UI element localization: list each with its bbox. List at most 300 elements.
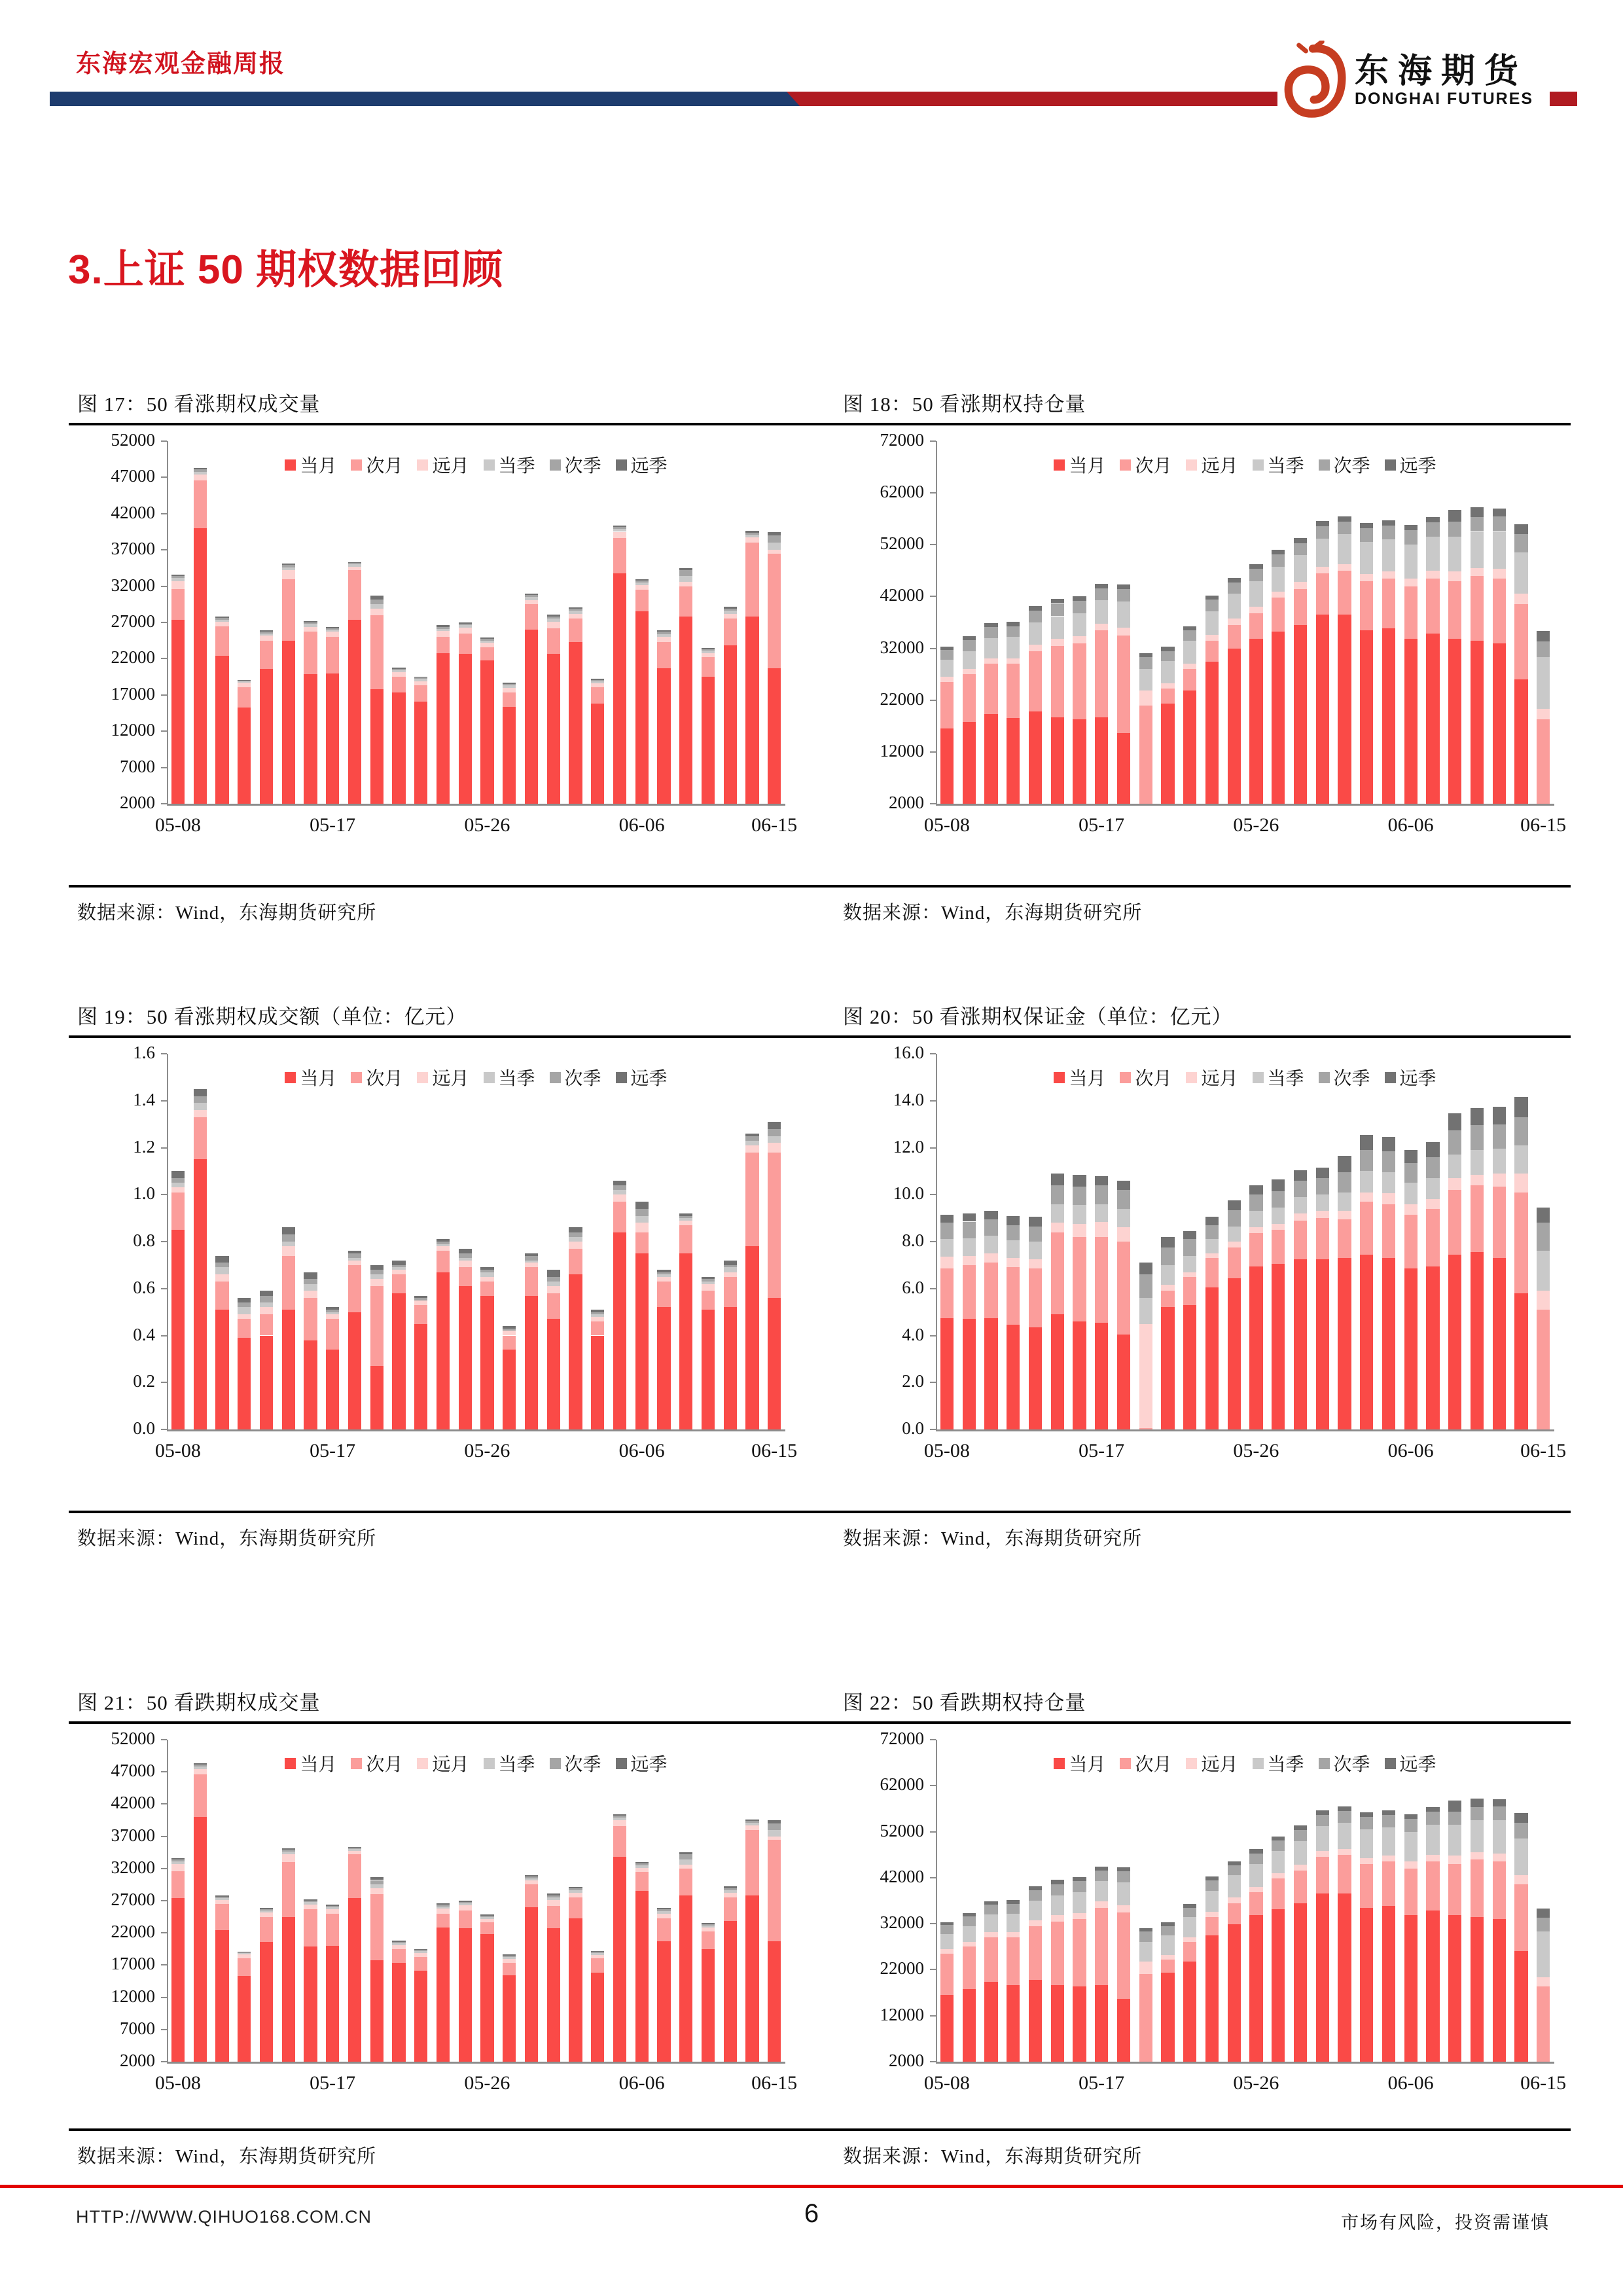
chart18-title: 图 18：50 看涨期权持仓量 xyxy=(843,393,1086,416)
bar-segment xyxy=(1493,643,1506,804)
bar-segment xyxy=(370,600,383,605)
bar-segment xyxy=(1249,1211,1262,1227)
bar-segment xyxy=(1426,634,1439,804)
bar-segment xyxy=(547,1897,560,1900)
bar-segment xyxy=(392,1270,405,1274)
bar-segment xyxy=(392,1941,405,1942)
bar-segment xyxy=(304,1272,317,1280)
bar-segment xyxy=(1448,522,1461,537)
bar-segment xyxy=(1360,1812,1373,1817)
bar-segment xyxy=(215,618,228,619)
bar-segment xyxy=(591,1336,604,1430)
bar-segment xyxy=(525,1878,538,1881)
y-tick-mark xyxy=(161,476,167,478)
bar-segment xyxy=(768,1298,781,1429)
bar-segment xyxy=(1514,1813,1527,1822)
bar-segment xyxy=(370,689,383,804)
bar-segment xyxy=(459,1902,472,1903)
legend-item xyxy=(1054,1064,1105,1090)
bar-segment xyxy=(569,614,582,619)
bar-segment xyxy=(392,668,405,669)
bar-segment xyxy=(480,1934,493,2062)
legend-item xyxy=(417,1064,469,1090)
bar-segment xyxy=(1073,719,1086,804)
bar-segment xyxy=(282,1242,295,1246)
y-tick-label: 17000 xyxy=(111,683,155,704)
legend-label: 当月 xyxy=(300,1069,337,1089)
bar-segment xyxy=(260,634,273,636)
bar-segment xyxy=(613,532,626,539)
bar-segment xyxy=(437,1907,450,1909)
bar-segment xyxy=(1272,1851,1285,1873)
y-tick-label: 17000 xyxy=(111,1954,155,1974)
bar-segment xyxy=(370,615,383,689)
chart19-call-turnover-plot xyxy=(69,1043,798,1469)
bar-segment xyxy=(1514,552,1527,594)
bar-segment xyxy=(940,1954,954,1995)
legend-label: 次季 xyxy=(564,1069,601,1089)
bar-segment xyxy=(1139,1263,1152,1274)
bar-segment xyxy=(304,1279,317,1283)
bar-segment xyxy=(1007,1900,1020,1904)
y-tick-label: 42000 xyxy=(111,1793,155,1813)
bar-segment xyxy=(1051,1314,1064,1429)
bar-segment xyxy=(370,1286,383,1366)
bar-segment xyxy=(547,619,560,621)
bar-segment xyxy=(745,1145,758,1153)
x-tick-label: 05-17 xyxy=(1079,2072,1125,2094)
bar-segment xyxy=(1007,1985,1020,2062)
y-tick-label: 52000 xyxy=(111,1729,155,1748)
bar-segment xyxy=(260,636,273,641)
bar-segment xyxy=(1228,1861,1241,1865)
y-tick-mark xyxy=(930,1241,936,1242)
bar-segment xyxy=(963,722,976,804)
x-tick-label: 05-08 xyxy=(923,2072,970,2094)
bar-segment xyxy=(547,654,560,804)
bar-segment xyxy=(171,1859,185,1861)
legend-label: 次季 xyxy=(564,1755,601,1775)
bar-segment xyxy=(591,1314,604,1317)
bar-segment xyxy=(414,685,427,701)
y-tick-label: 22000 xyxy=(880,689,924,709)
y-tick-label: 2000 xyxy=(889,2051,924,2070)
bar-segment xyxy=(525,1263,538,1267)
bar-segment xyxy=(282,564,295,565)
source-note: 数据来源：Wind，东海期货研究所 xyxy=(77,1528,377,1549)
bar-segment xyxy=(437,1914,450,1928)
bar-segment xyxy=(1316,1211,1329,1218)
bar-segment xyxy=(1139,691,1152,705)
y-tick-mark xyxy=(930,1194,936,1195)
bar-segment xyxy=(304,1901,317,1902)
bar-segment xyxy=(282,1256,295,1310)
bar-segment xyxy=(370,609,383,615)
bar-segment xyxy=(1249,1887,1262,1892)
bar-segment xyxy=(768,543,781,550)
bar-segment xyxy=(569,611,582,613)
bar-segment xyxy=(1051,1884,1064,1895)
y-tick-mark xyxy=(930,1923,936,1924)
bar-segment xyxy=(238,708,251,804)
bar-segment xyxy=(1272,1264,1285,1429)
bar-segment xyxy=(547,628,560,654)
bar-segment xyxy=(525,1253,538,1256)
bar-segment xyxy=(1249,613,1262,639)
legend-swatch-icon xyxy=(1385,459,1396,471)
legend-swatch-icon xyxy=(351,1072,362,1083)
bar-segment xyxy=(1205,1876,1219,1880)
bar-segment xyxy=(260,1302,273,1307)
bar-segment xyxy=(282,1852,295,1854)
legend-label: 远季 xyxy=(1399,456,1436,476)
legend-swatch-icon xyxy=(417,459,428,471)
bar-segment xyxy=(437,629,450,631)
bar-segment xyxy=(437,1909,450,1914)
bar-segment xyxy=(635,590,649,611)
bar-segment xyxy=(238,1314,251,1319)
bar-segment xyxy=(1426,1178,1439,1199)
bar-segment xyxy=(1404,530,1418,545)
y-tick-label: 12000 xyxy=(111,720,155,740)
y-tick-mark xyxy=(161,622,167,623)
bar-segment xyxy=(348,1251,361,1253)
bar-segment xyxy=(702,1279,715,1282)
bar-segment xyxy=(702,1282,715,1284)
bar-segment xyxy=(1338,1219,1351,1258)
bar-segment xyxy=(437,1239,450,1242)
bar-segment xyxy=(940,650,954,660)
y-tick-mark xyxy=(161,1900,167,1901)
bar-segment xyxy=(613,1826,626,1857)
bar-segment xyxy=(984,1905,997,1914)
bar-segment xyxy=(304,1340,317,1429)
bar-segment xyxy=(215,1267,228,1274)
bar-segment xyxy=(1382,520,1395,526)
bar-segment xyxy=(1448,1915,1461,2062)
y-tick-mark xyxy=(161,694,167,696)
bar-segment xyxy=(1205,662,1219,804)
legend-label: 当月 xyxy=(1069,456,1106,476)
bar-segment xyxy=(1493,1854,1506,1862)
y-tick-mark xyxy=(930,1969,936,1970)
bar-segment xyxy=(1007,1216,1020,1225)
y-tick-label: 1.2 xyxy=(133,1136,155,1157)
y-tick-label: 12.0 xyxy=(893,1136,924,1157)
bar-segment xyxy=(503,1954,516,1956)
bar-segment xyxy=(260,1307,273,1314)
y-tick-mark xyxy=(161,658,167,659)
bar-segment xyxy=(370,596,383,600)
y-tick-label: 52000 xyxy=(111,430,155,450)
bar-segment xyxy=(525,594,538,595)
bar-segment xyxy=(1471,507,1484,516)
bar-segment xyxy=(459,622,472,624)
bar-segment xyxy=(1493,516,1506,532)
bar-segment xyxy=(984,627,997,638)
x-tick-label: 05-17 xyxy=(1079,814,1125,836)
bar-segment xyxy=(1537,657,1550,709)
bar-segment xyxy=(569,1887,582,1888)
bar-segment xyxy=(1051,639,1064,645)
bar-segment xyxy=(1426,1861,1439,1910)
bar-segment xyxy=(1007,658,1020,664)
legend-item xyxy=(1385,1750,1436,1776)
chart18-call-open-interest-plot xyxy=(838,430,1567,843)
source-note: 数据来源：Wind，东海期货研究所 xyxy=(843,1528,1143,1549)
bar-segment xyxy=(613,1181,626,1185)
bar-segment xyxy=(1338,1811,1351,1823)
bar-segment xyxy=(657,1274,670,1277)
bar-segment xyxy=(1294,625,1307,804)
bar-segment xyxy=(1051,1922,1064,1985)
bar-segment xyxy=(613,1190,626,1194)
bar-segment xyxy=(1117,628,1130,636)
bar-segment xyxy=(1316,1851,1329,1857)
bar-segment xyxy=(984,1236,997,1253)
bar-segment xyxy=(635,1862,649,1863)
y-tick-label: 22000 xyxy=(111,1922,155,1942)
y-tick-label: 2000 xyxy=(889,793,924,812)
legend-label: 当季 xyxy=(1267,1755,1304,1775)
bar-segment xyxy=(745,1830,758,1895)
bar-segment xyxy=(1007,622,1020,626)
legend-item xyxy=(1186,1750,1238,1776)
bar-segment xyxy=(459,1253,472,1258)
bar-segment xyxy=(194,1110,207,1117)
y-axis-line xyxy=(167,1054,168,1429)
y-tick-mark xyxy=(161,1429,167,1430)
legend-item xyxy=(550,452,601,478)
bar-segment xyxy=(657,1277,670,1282)
legend-item xyxy=(1186,1064,1238,1090)
legend-swatch-icon xyxy=(1120,1072,1131,1083)
bar-segment xyxy=(1382,1193,1395,1204)
bar-segment xyxy=(1161,1926,1174,1935)
bar-segment xyxy=(1426,1910,1439,2062)
legend-label: 远月 xyxy=(432,456,469,476)
legend-label: 远月 xyxy=(1201,456,1238,476)
bar-segment xyxy=(679,1895,692,2062)
y-tick-label: 6.0 xyxy=(902,1277,924,1297)
bar-segment xyxy=(348,1258,361,1261)
chart-legend xyxy=(936,1064,1554,1090)
bar-segment xyxy=(1117,589,1130,601)
bar-segment xyxy=(1073,1187,1086,1206)
bar-segment xyxy=(1051,1223,1064,1232)
bar-segment xyxy=(1073,1913,1086,1919)
bar-segment xyxy=(1360,1858,1373,1864)
bar-segment xyxy=(1249,1915,1262,2062)
bar-segment xyxy=(459,1905,472,1910)
bar-segment xyxy=(1294,589,1307,625)
bar-segment xyxy=(1316,615,1329,804)
bar-segment xyxy=(1139,1974,1152,2062)
bar-segment xyxy=(437,1905,450,1907)
legend-item xyxy=(616,1064,668,1090)
bar-segment xyxy=(613,529,626,531)
bar-segment xyxy=(1161,1307,1174,1429)
bar-segment xyxy=(1448,1178,1461,1190)
bar-segment xyxy=(392,1949,405,1964)
bar-segment xyxy=(1205,1935,1219,2062)
bar-segment xyxy=(1448,1812,1461,1825)
header-divider-bar-blue xyxy=(50,92,800,106)
bar-segment xyxy=(215,1282,228,1310)
bar-segment xyxy=(1294,538,1307,543)
x-tick-label: 06-06 xyxy=(1387,814,1434,836)
bar-segment xyxy=(326,1905,339,1906)
bar-segment xyxy=(1161,1973,1174,2062)
bar-segment xyxy=(1514,1839,1527,1875)
bar-segment xyxy=(547,615,560,617)
bar-segment xyxy=(591,1955,604,1958)
x-tick-label: 05-26 xyxy=(464,2072,510,2094)
bar-segment xyxy=(591,1321,604,1336)
x-tick-label: 05-26 xyxy=(464,814,510,836)
x-axis-line xyxy=(936,804,1554,806)
bar-segment xyxy=(1493,1149,1506,1174)
bar-segment xyxy=(745,543,758,617)
y-tick-mark xyxy=(161,586,167,587)
bar-segment xyxy=(348,570,361,619)
bar-segment xyxy=(503,1331,516,1335)
bar-segment xyxy=(480,639,493,640)
legend-swatch-icon xyxy=(616,459,627,471)
bar-segment xyxy=(963,1256,976,1265)
logo-chinese-text: 东海期货 xyxy=(1355,52,1528,90)
bar-segment xyxy=(1051,1232,1064,1315)
bar-segment xyxy=(1161,689,1174,704)
bar-segment xyxy=(702,1931,715,1949)
bar-segment xyxy=(679,1213,692,1216)
bar-segment xyxy=(1471,1175,1484,1185)
bar-segment xyxy=(1493,579,1506,643)
bar-segment xyxy=(613,1194,626,1202)
legend-swatch-icon xyxy=(285,459,296,471)
bar-segment xyxy=(1338,534,1351,564)
bar-segment xyxy=(1471,1807,1484,1820)
bar-segment xyxy=(215,620,228,622)
bar-segment xyxy=(1228,578,1241,583)
x-tick-label: 05-17 xyxy=(310,2072,356,2094)
bar-segment xyxy=(768,1823,781,1830)
x-tick-label: 05-26 xyxy=(464,1440,510,1462)
bar-segment xyxy=(547,1319,560,1429)
bar-segment xyxy=(1139,1324,1152,1429)
bar-segment xyxy=(480,1270,493,1272)
bar-segment xyxy=(1360,1150,1373,1171)
bar-segment xyxy=(459,628,472,634)
bar-segment xyxy=(745,1825,758,1830)
bar-segment xyxy=(1073,1986,1086,2062)
legend-label: 次季 xyxy=(1333,1755,1370,1775)
bar-segment xyxy=(1183,1231,1196,1240)
legend-label: 当季 xyxy=(1267,456,1304,476)
legend-swatch-icon xyxy=(550,459,561,471)
bar-segment xyxy=(1029,1327,1042,1429)
bar-segment xyxy=(1051,617,1064,639)
legend-swatch-icon xyxy=(1319,1072,1330,1083)
bar-segment xyxy=(459,1928,472,2062)
legend-swatch-icon xyxy=(1186,1072,1197,1083)
bar-segment xyxy=(1117,636,1130,734)
bar-segment xyxy=(1139,1962,1152,1975)
x-tick-label: 06-15 xyxy=(1520,2072,1567,2094)
bar-segment xyxy=(547,1928,560,2062)
legend-label: 当月 xyxy=(1069,1069,1106,1089)
bar-segment xyxy=(745,1895,758,2062)
y-tick-label: 37000 xyxy=(111,539,155,559)
bar-segment xyxy=(171,578,185,581)
bar-segment xyxy=(745,617,758,804)
bar-segment xyxy=(304,1902,317,1905)
bar-segment xyxy=(503,1329,516,1331)
bar-segment xyxy=(1537,1909,1550,1918)
bar-segment xyxy=(1294,1259,1307,1429)
bar-segment xyxy=(414,1949,427,1950)
x-axis-line xyxy=(936,1429,1554,1431)
y-tick-label: 62000 xyxy=(880,482,924,502)
bar-segment xyxy=(480,643,493,647)
bar-segment xyxy=(459,1249,472,1253)
bar-segment xyxy=(194,1817,207,2062)
bar-segment xyxy=(171,1871,185,1898)
bar-segment xyxy=(657,1918,670,1941)
bar-segment xyxy=(1272,1230,1285,1264)
bar-segment xyxy=(503,684,516,685)
bar-segment xyxy=(1338,1193,1351,1211)
bar-segment xyxy=(635,611,649,804)
source-note: 数据来源：Wind，东海期货研究所 xyxy=(843,2146,1143,2167)
bar-segment xyxy=(525,595,538,597)
bar-segment xyxy=(635,1872,649,1892)
bar-segment xyxy=(679,576,692,582)
bar-segment xyxy=(260,632,273,633)
y-tick-label: 47000 xyxy=(111,466,155,486)
bar-segment xyxy=(260,1908,273,1909)
y-tick-label: 32000 xyxy=(880,637,924,657)
bar-segment xyxy=(215,1310,228,1429)
bar-segment xyxy=(963,1989,976,2062)
bar-segment xyxy=(569,1242,582,1249)
bar-segment xyxy=(1360,1255,1373,1429)
y-tick-mark xyxy=(161,1053,167,1054)
bar-segment xyxy=(569,1918,582,2062)
bar-segment xyxy=(702,1291,715,1310)
bar-segment xyxy=(503,707,516,804)
bar-segment xyxy=(1117,1190,1130,1209)
bar-segment xyxy=(1493,1107,1506,1124)
bar-segment xyxy=(1161,1237,1174,1247)
y-tick-mark xyxy=(930,1877,936,1878)
bar-segment xyxy=(1161,651,1174,662)
bar-segment xyxy=(304,1291,317,1298)
legend-swatch-icon xyxy=(550,1072,561,1083)
bar-segment xyxy=(1228,1875,1241,1897)
rule-row3-bottom xyxy=(69,2128,1571,2131)
bar-segment xyxy=(1007,664,1020,717)
bar-segment xyxy=(348,1253,361,1258)
y-tick-mark xyxy=(930,700,936,701)
bar-segment xyxy=(414,1300,427,1305)
bar-segment xyxy=(1294,1871,1307,1903)
bar-segment xyxy=(940,1922,954,1925)
bar-segment xyxy=(260,1917,273,1942)
bar-segment xyxy=(1249,1849,1262,1853)
bar-segment xyxy=(724,1272,737,1277)
bar-segment xyxy=(768,1830,781,1837)
